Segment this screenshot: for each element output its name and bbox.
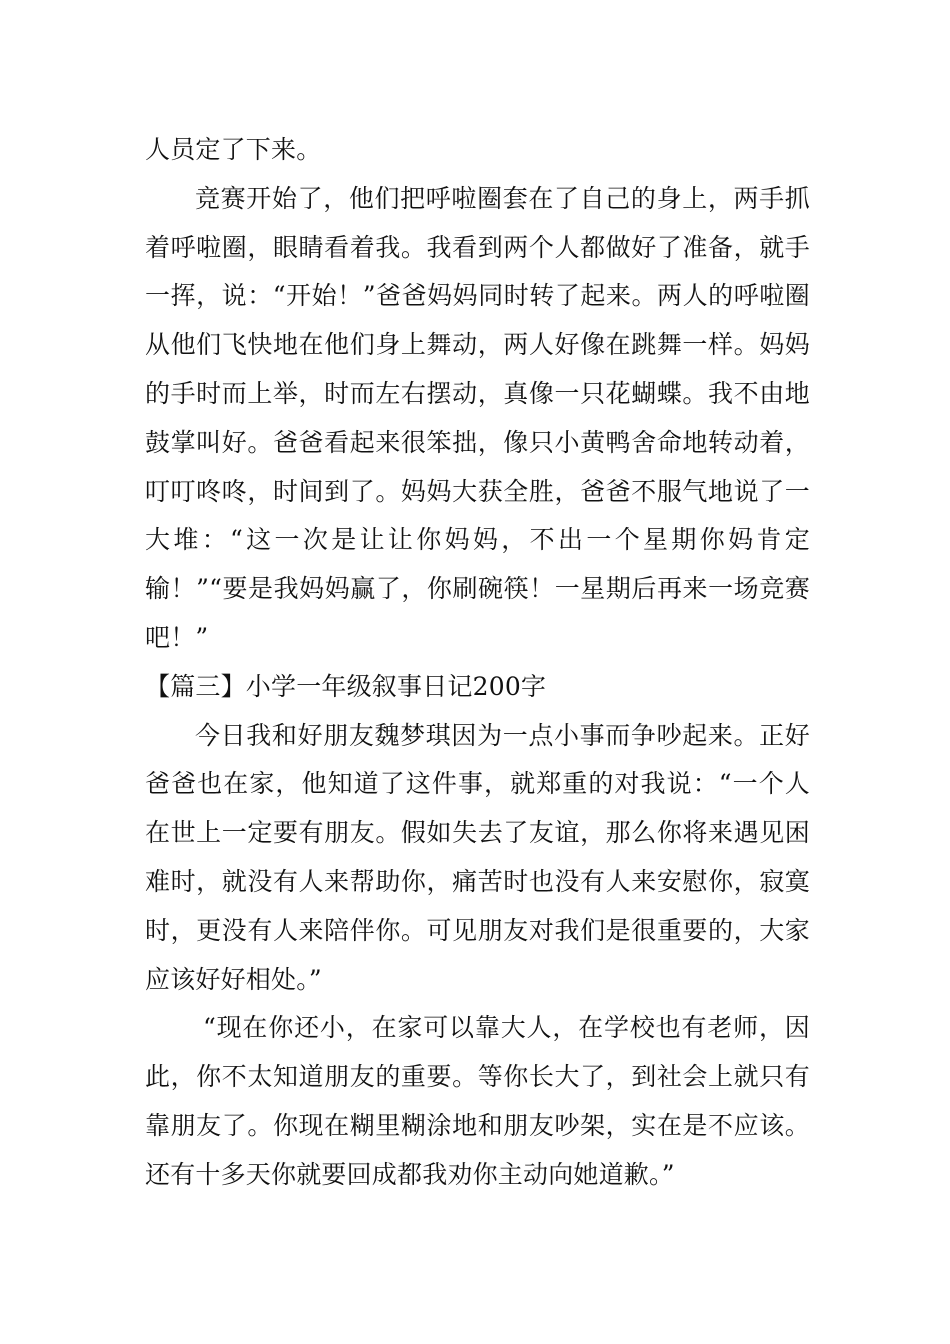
paragraph-continuation: 人员定了下来。 [145, 135, 322, 164]
section-heading: 【篇三】小学一年级叙事日记200字 [145, 671, 547, 701]
document-page [145, 126, 810, 1200]
paragraph-competition: 竞赛开始了，他们把呼啦圈套在了自己的身上，两手抓着呼啦圈，眼睛看着我。我看到两个人都做好了准备，就手一挥，说：“开始！”爸爸妈妈同时转了起来。两人的呼啦圈从他们飞快地在他们身上舞动，两人好像在跳舞一样。妈妈的手时而上举，时而左右摆动，真像一只花蝴蝶。我不由地鼓掌叫好。爸爸看起来很笨拙，像只小黄鸭舍命地转动着，叮叮咚咚，时间到了。妈妈大获全胜，爸爸不服气地说了一大堆：“这一次是让让你妈妈，不出一个星期你妈肯定输！”“要是我妈妈赢了，你刷碗筷！一星期后再来一场竞赛吧！” [145, 183, 810, 652]
paragraph-friendship: 今日我和好朋友魏梦琪因为一点小事而争吵起来。正好爸爸也在家，他知道了这件事，就郑重的对我说：“一个人在世上一定要有朋友。假如失去了友谊，那么你将来遇见困难时，就没有人来帮助你，痛苦时也没有人来安慰你，寂寞时，更没有人来陪伴你。可见朋友对我们是很重要的，大家应该好好相处。” [145, 720, 810, 994]
paragraph-advice: “现在你还小，在家可以靠大人，在学校也有老师，因此，你不太知道朋友的重要。等你长大了，到社会上就只有靠朋友了。你现在糊里糊涂地和朋友吵架，实在是不应该。还有十多天你就要回成都我劝你主动向她道歉。” [145, 1013, 810, 1189]
